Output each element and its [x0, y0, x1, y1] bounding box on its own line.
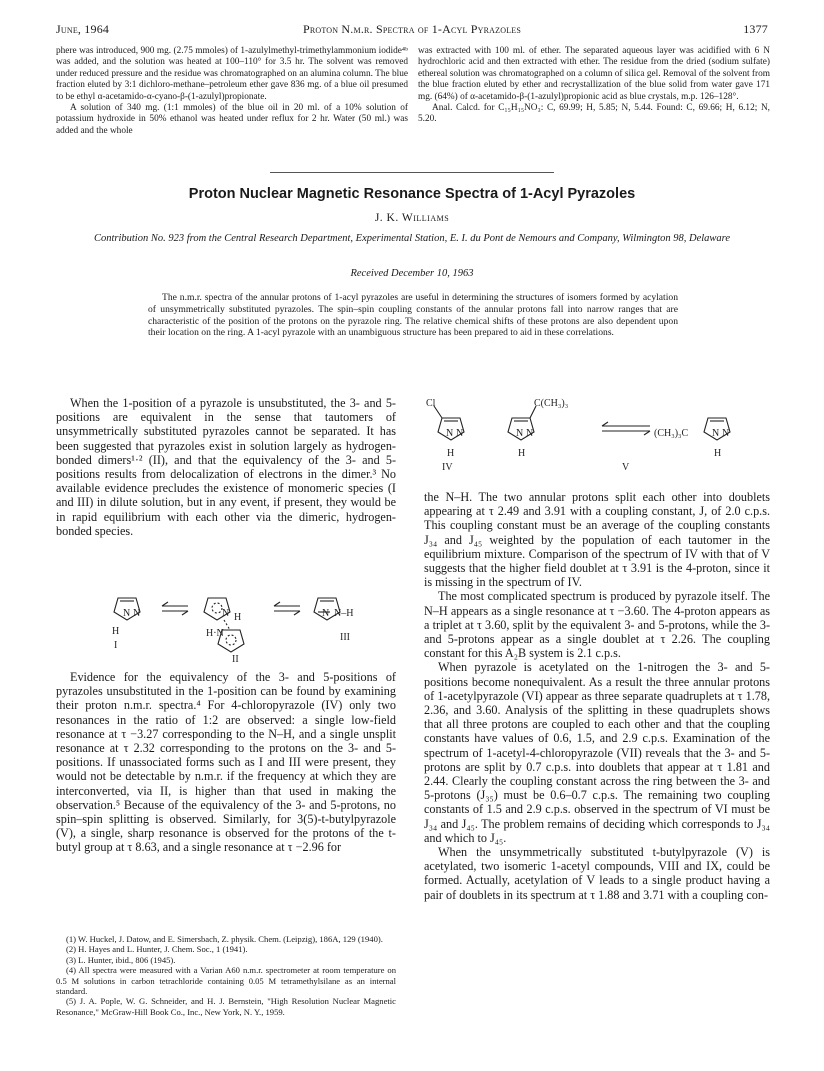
body-paragraph: Evidence for the equivalency of the 3- and 5-positions of pyrazoles unsubstituted in the 1-position can be found by examining their proton n.m.r. spectra.⁴ For 4-chloropyrazole (IV) only two resonances in the ratio of 1:2 are observed: a single low-field resonance at τ −3.27 corresponding to the N–H, and a single unsplit resonance at τ 2.32 corresponding to the protons on the 3- and 5-positions. If unassociated forms such as I and III were present, they would not be detectable by n.m.r. if the frequency at which they are interconverted, via II, is higher than that used in making the observation.⁵ Because of the equivalency of the 3- and 5-protons, no spin–spin splitting is observed. Similarly, for 3(5)-t-butylpyrazole (V), a single, sharp resonance is observed for the protons of the t-butyl group at τ 8.63, and a single resonance at τ −2.96 for — [56, 670, 396, 855]
left-column-top — [56, 396, 396, 538]
footnote: (4) All spectra were measured with a Varian A60 n.m.r. spectrometer at room temperature on 0.5 M solutions in carbon tetrachloride containing 0.05 M tetramethylsilane as an internal standard. — [56, 965, 396, 997]
atom-label: N — [222, 608, 230, 619]
body-paragraph: When pyrazole is acetylated on the 1-nitrogen the 3- and 5-positions become nonequivalent. As a result the three annular protons of 1-acetylpyrazole (VI) appear as three separate quadruplets at τ 1.78, 2.36, and 3.60. Analysis of the splitting in these quadruplets shows that all three protons are coupled to each other and that the coupling constants have values of 0.6, 1.5, and 2.9 c.p.s. Examination of the spectrum of 1-acetyl-4-chloropyrazole (VII) reveals that the 3- and 5-protons are split by 0.7 c.p.s. into doublets that appear at τ 1.81 and 2.44. Clearly the coupling constant across the ring between the 3- and 5-protons (J₃₅) must be 0.6–0.7 c.p.s. The remaining two coupling constants of 1.5 and 2.9 c.p.s. observed in the spectrum of VI must be J₃₄ and J₄₅. The problem remains of deciding which corresponds to J₃₄ and which to J₄₅. — [424, 660, 770, 845]
prev-article-right-column — [418, 46, 770, 126]
article-title: Proton Nuclear Magnetic Resonance Spectra of 1-Acyl Pyrazoles — [188, 186, 636, 202]
footnotes — [56, 934, 396, 1017]
section-divider — [270, 172, 554, 173]
footnote: (1) W. Huckel, J. Datow, and E. Simersbach, Z. physik. Chem. (Leipzig), 186A, 129 (1940). — [66, 934, 383, 944]
compound-label: V — [622, 462, 630, 473]
atom-label: N — [123, 608, 131, 619]
body-paragraph: the N–H. The two annular protons split each other into doublets appearing at τ 2.49 and 3.91 with a coupling constant, J, of 2.0 c.p.s. This coupling constant must be an average of the coupling constants J₃₄ and J₄₅ weighted by the population of each tautomer in the equilibrium mixture. Comparison of the spectrum of IV with that of V suggests that the higher field doublet at τ 3.91 is the 4-proton, since it is missing in the spectrum of IV. — [424, 490, 770, 590]
article-contribution: Contribution No. 923 from the Central Research Department, Experimental Station, E. I. du Pont de Nemours and Company, Wilmington 98, Delaware — [93, 233, 731, 244]
compound-label: IV — [442, 462, 453, 473]
atom-label: N — [516, 428, 524, 439]
body-paragraph: The most complicated spectrum is produced by pyrazole itself. The N–H appears as a single resonance at τ −3.60. The 4-proton appears as a triplet at τ 3.60, split by the equivalent 3- and 5-protons, while the 3- and 5-protons appear as a single doublet at τ 2.26. The coupling constant for this A₂B system is 2.1 c.p.s. — [424, 589, 770, 661]
atom-label: H — [447, 448, 455, 459]
header-running-title: Proton N.m.r. Spectra of 1-Acyl Pyrazoles — [302, 22, 522, 36]
article-abstract: The n.m.r. spectra of the annular protons of 1-acyl pyrazoles are useful in determining the structures of isomers formed by acylation of unsymmetrically substituted pyrazoles. The spin–spin coupling constants of the annular protons fall into narrow ranges that are characteristic of the position of the protons on the pyrazole ring. The relative chemical shifts of these protons are also dependent upon their location on the ring. A 1-acyl pyrazole with an unambiguous structure has been prepared to aid in these correlations. — [148, 292, 678, 339]
atom-label: H — [714, 448, 722, 459]
prev-article-paragraph: was extracted with 100 ml. of ether. The separated aqueous layer was acidified with 6 N hydrochloric acid and then extracted with ether. The residue from the dried (sodium sulfate) ethereal solution was chromatographed on a column of silica gel. Removal of the solvent from the blue fraction eluted by ether and recrystallization of the blue solid from water gave 171 mg. (64%) of α-acetamido-β-(1-azulyl)propionic acid as blue crystals, m.p. 126–128°. — [418, 46, 770, 102]
atom-label: N–H — [334, 608, 354, 619]
compound-label: III — [340, 632, 350, 643]
atom-label: N — [322, 608, 330, 619]
body-paragraph: When the 1-position of a pyrazole is unsubstituted, the 3- and 5-positions are equivalent in the sense that tautomers of unsymmetrically substituted pyrazoles cannot be separated. It has been suggested that pyrazoles exist in solution largely as hydrogen-bonded dimers¹·² (II), and that the equivalency of the 3- and 5-positions results from delocalization of electrons in the dimer.³ No available evidence precludes the existence of monomeric species (I and III) in dilute solution, but in any event, if present, they would be in rapid equilibrium with each other via the dimeric, hydrogen-bonded species. — [56, 396, 396, 538]
atom-label: N — [526, 428, 534, 439]
substituent-label: C(CH₃)₃ — [534, 398, 569, 409]
prev-article-analysis: Anal. Calcd. for C₁₅H₁₅NO₃: C, 69.99; H, 5.85; N, 5.44. Found: C, 69.66; H, 6.12; N, 5.20. — [418, 103, 770, 125]
prev-article-paragraph: phere was introduced, 900 mg. (2.75 mmoles) of 1-azulylmethyl-trimethylammonium iodide⁴ᵇ was added, and the solution was heated at 100–110° for 3.5 hr. The solvent was removed under reduced pressure and the residue was chromatographed on an alumina column. The blue fraction eluted by 3:1 dichloro-methane–petroleum ether gave 836 mg. of a blue oil presumed to be ethyl α-acetamido-α-cyano-β-(1-azulyl)propionate. — [56, 46, 408, 102]
substituent-label: (CH₃)₃C — [654, 428, 689, 439]
article-received-date: Received December 10, 1963 — [350, 268, 474, 279]
footnote: (3) L. Hunter, ibid., 806 (1945). — [66, 954, 176, 965]
atom-label: N — [133, 608, 141, 619]
footnote: (5) J. A. Pople, W. G. Schneider, and H. J. Bernstein, "High Resolution Nuclear Magnetic Resonance," McGraw-Hill Book Co., Inc., New York, N. Y., 1959. — [56, 996, 396, 1017]
right-column — [424, 490, 770, 902]
body-paragraph: When the unsymmetrically substituted t-butylpyrazole (V) is acetylated, two isomeric 1-acetyl compounds, VIII and IX, could be formed. Actually, acetylation of V leads to a single product having a pair of doublets in its spectrum at τ 1.88 and 3.71 with a coupling con- — [424, 845, 770, 902]
footnote: (2) H. Hayes and L. Hunter, J. Chem. Soc., 1 (1941). — [66, 944, 248, 955]
substituent-label: Cl — [426, 398, 436, 409]
compound-label: II — [232, 654, 239, 662]
atom-label: H — [234, 612, 242, 623]
article-author: J. K. Williams — [374, 212, 450, 224]
header-date: June, 1964 — [56, 22, 110, 36]
compound-label: I — [114, 640, 118, 651]
atom-label: H·N — [206, 628, 224, 639]
prev-article-paragraph: A solution of 340 mg. (1:1 mmoles) of the blue oil in 20 ml. of a 10% solution of potassium hydroxide in 50% ethanol was heated under reflux for 2 hr. Water (50 ml.) was added and the whole — [56, 103, 408, 136]
atom-label: N — [722, 428, 730, 439]
left-column-bottom — [56, 670, 396, 855]
prev-article-left-column — [56, 46, 408, 137]
scheme-compounds-IV-V — [418, 396, 770, 478]
scheme-tautomer-equilibrium — [96, 590, 396, 662]
atom-label: N — [456, 428, 464, 439]
page-number: 1377 — [743, 22, 768, 36]
running-header — [56, 22, 768, 40]
atom-label: N — [446, 428, 454, 439]
atom-label: H — [518, 448, 526, 459]
atom-label: N — [712, 428, 720, 439]
atom-label: H — [112, 626, 120, 637]
